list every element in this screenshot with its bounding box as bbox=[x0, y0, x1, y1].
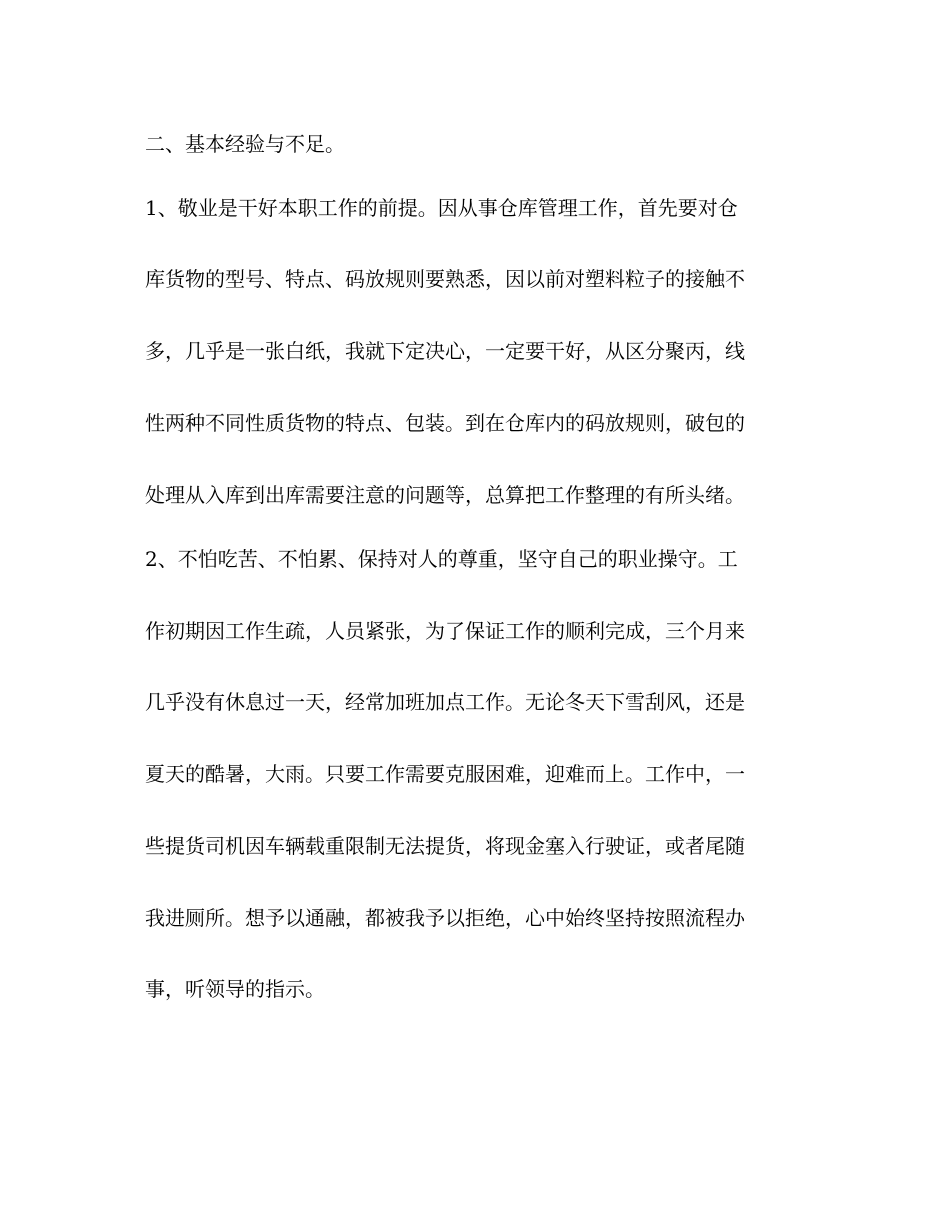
paragraph-line: 些提货司机因车辆载重限制无法提货，将现金塞入行驶证，或者尾随 bbox=[145, 834, 745, 858]
paragraph-line: 作初期因工作生疏，人员紧张，为了保证工作的顺利完成，三个月来 bbox=[145, 619, 745, 643]
paragraph-line: 多，几乎是一张白纸，我就下定决心，一定要干好，从区分聚丙，线 bbox=[145, 339, 745, 363]
paragraph-line: 1、敬业是干好本职工作的前提。因从事仓库管理工作，首先要对仓 bbox=[145, 196, 738, 220]
paragraph-line: 库货物的型号、特点、码放规则要熟悉，因以前对塑料粒子的接触不 bbox=[145, 267, 745, 291]
paragraph-line: 处理从入库到出库需要注意的问题等，总算把工作整理的有所头绪。 bbox=[145, 483, 745, 507]
paragraph-line: 我进厕所。想予以通融，都被我予以拒绝，心中始终坚持按照流程办 bbox=[145, 906, 745, 930]
paragraph-line: 夏天的酷暑，大雨。只要工作需要克服困难，迎难而上。工作中，一 bbox=[145, 762, 745, 786]
paragraph-line: 事，听领导的指示。 bbox=[145, 977, 325, 1001]
paragraph-line: 性两种不同性质货物的特点、包装。到在仓库内的码放规则，破包的 bbox=[145, 411, 745, 435]
section-heading: 二、基本经验与不足。 bbox=[145, 132, 345, 156]
paragraph-line: 2、不怕吃苦、不怕累、保持对人的尊重，坚守自己的职业操守。工 bbox=[145, 547, 738, 571]
paragraph-line: 几乎没有休息过一天，经常加班加点工作。无论冬天下雪刮风，还是 bbox=[145, 690, 745, 714]
